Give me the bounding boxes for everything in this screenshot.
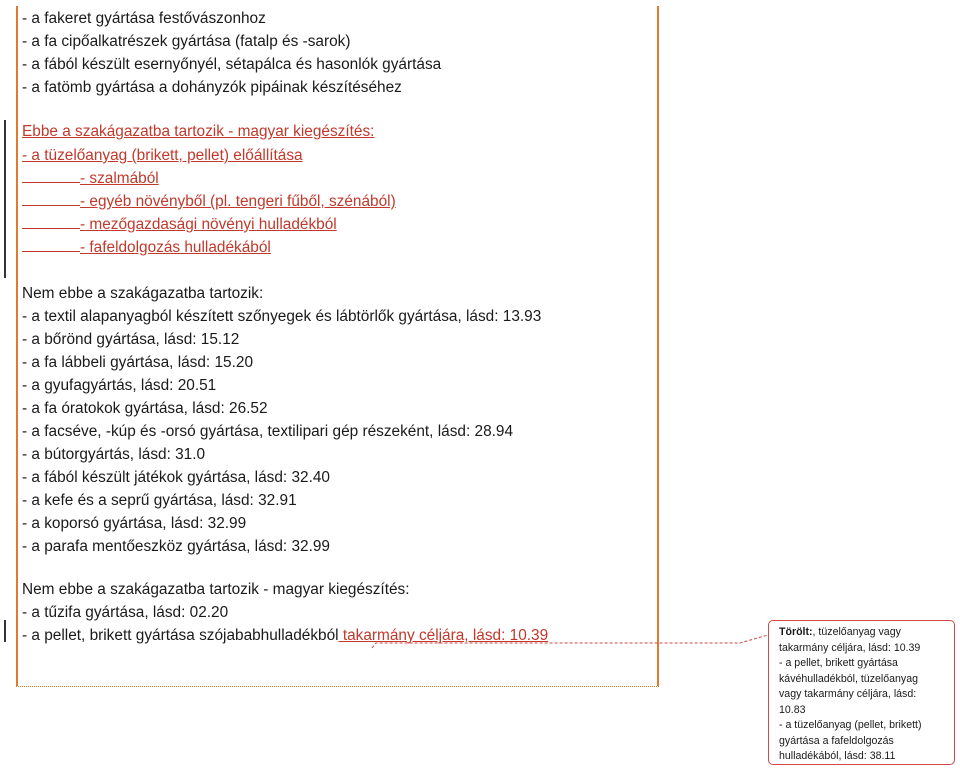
inserted-heading: Ebbe a szakágazatba tartozik - magyar kiegészítés: <box>22 123 375 140</box>
list-item: - a tűzifa gyártása, lásd: 02.20 <box>22 604 229 621</box>
list-item: - a textil alapanyagból készített szőnyegek és lábtörlők gyártása, lásd: 13.93 <box>22 308 542 325</box>
list-item: - a fából készült játékok gyártása, lásd: 32.40 <box>22 469 330 486</box>
list-item: - a koporsó gyártása, lásd: 32.99 <box>22 515 247 532</box>
list-item: - a gyufagyártás, lásd: 20.51 <box>22 377 217 394</box>
inserted-sublist-item: - mezőgazdasági növényi hulladékból <box>22 215 337 235</box>
inserted-sublist-item: - fafeldolgozás hulladékából <box>22 238 271 258</box>
list-item: - a fatömb gyártása a dohányzók pipáinak készítéséhez <box>22 79 402 96</box>
section-heading: Nem ebbe a szakágazatba tartozik: <box>22 285 264 302</box>
deleted-label: Törölt: <box>779 626 813 638</box>
list-item: - a bútorgyártás, lásd: 31.0 <box>22 446 206 463</box>
inserted-sublist-item: - egyéb növényből (pl. tengeri fűből, szénából) <box>22 192 396 212</box>
inserted-sublist-item: - szalmából <box>22 169 159 189</box>
deleted-text-balloon[interactable]: Törölt:, tüzelőanyag vagy takarmány céljára, lásd: 10.39 - a pellet, brikett gyártása kávéhulladékból, tüzelőanyag vagy takarmány céljára, lásd: 10.83 - a tüzelőanyag (pellet, brikett) gyártása a fafeldolgozás hulladékából, lásd: 38.11 <box>768 620 955 765</box>
list-item: - a parafa mentőeszköz gyártása, lásd: 32.99 <box>22 538 330 555</box>
list-item: - a kefe és a seprű gyártása, lásd: 32.91 <box>22 492 297 509</box>
section-heading: Nem ebbe a szakágazatba tartozik - magyar kiegészítés: <box>22 581 410 598</box>
inserted-text: takarmány céljára, lásd: 10.39 <box>338 627 549 644</box>
list-item: - a fa óratokok gyártása, lásd: 26.52 <box>22 400 268 417</box>
list-item: - a fából készült esernyőnyél, sétapálca és hasonlók gyártása <box>22 56 442 73</box>
list-item: - a fa lábbeli gyártása, lásd: 15.20 <box>22 354 254 371</box>
list-item: - a fakeret gyártása festővászonhoz <box>22 10 266 27</box>
list-item: - a facséve, -kúp és -orsó gyártása, textilipari gép részeként, lásd: 28.94 <box>22 423 514 440</box>
list-item: - a pellet, brikett gyártása szójababhulladékból takarmány céljára, lásd: 10.39 <box>22 627 549 644</box>
list-item: - a bőrönd gyártása, lásd: 15.12 <box>22 331 240 348</box>
list-item: - a fa cipőalkatrészek gyártása (fatalp és -sarok) <box>22 33 351 50</box>
inserted-list-item: - a tüzelőanyag (brikett, pellet) előállítása <box>22 147 303 164</box>
